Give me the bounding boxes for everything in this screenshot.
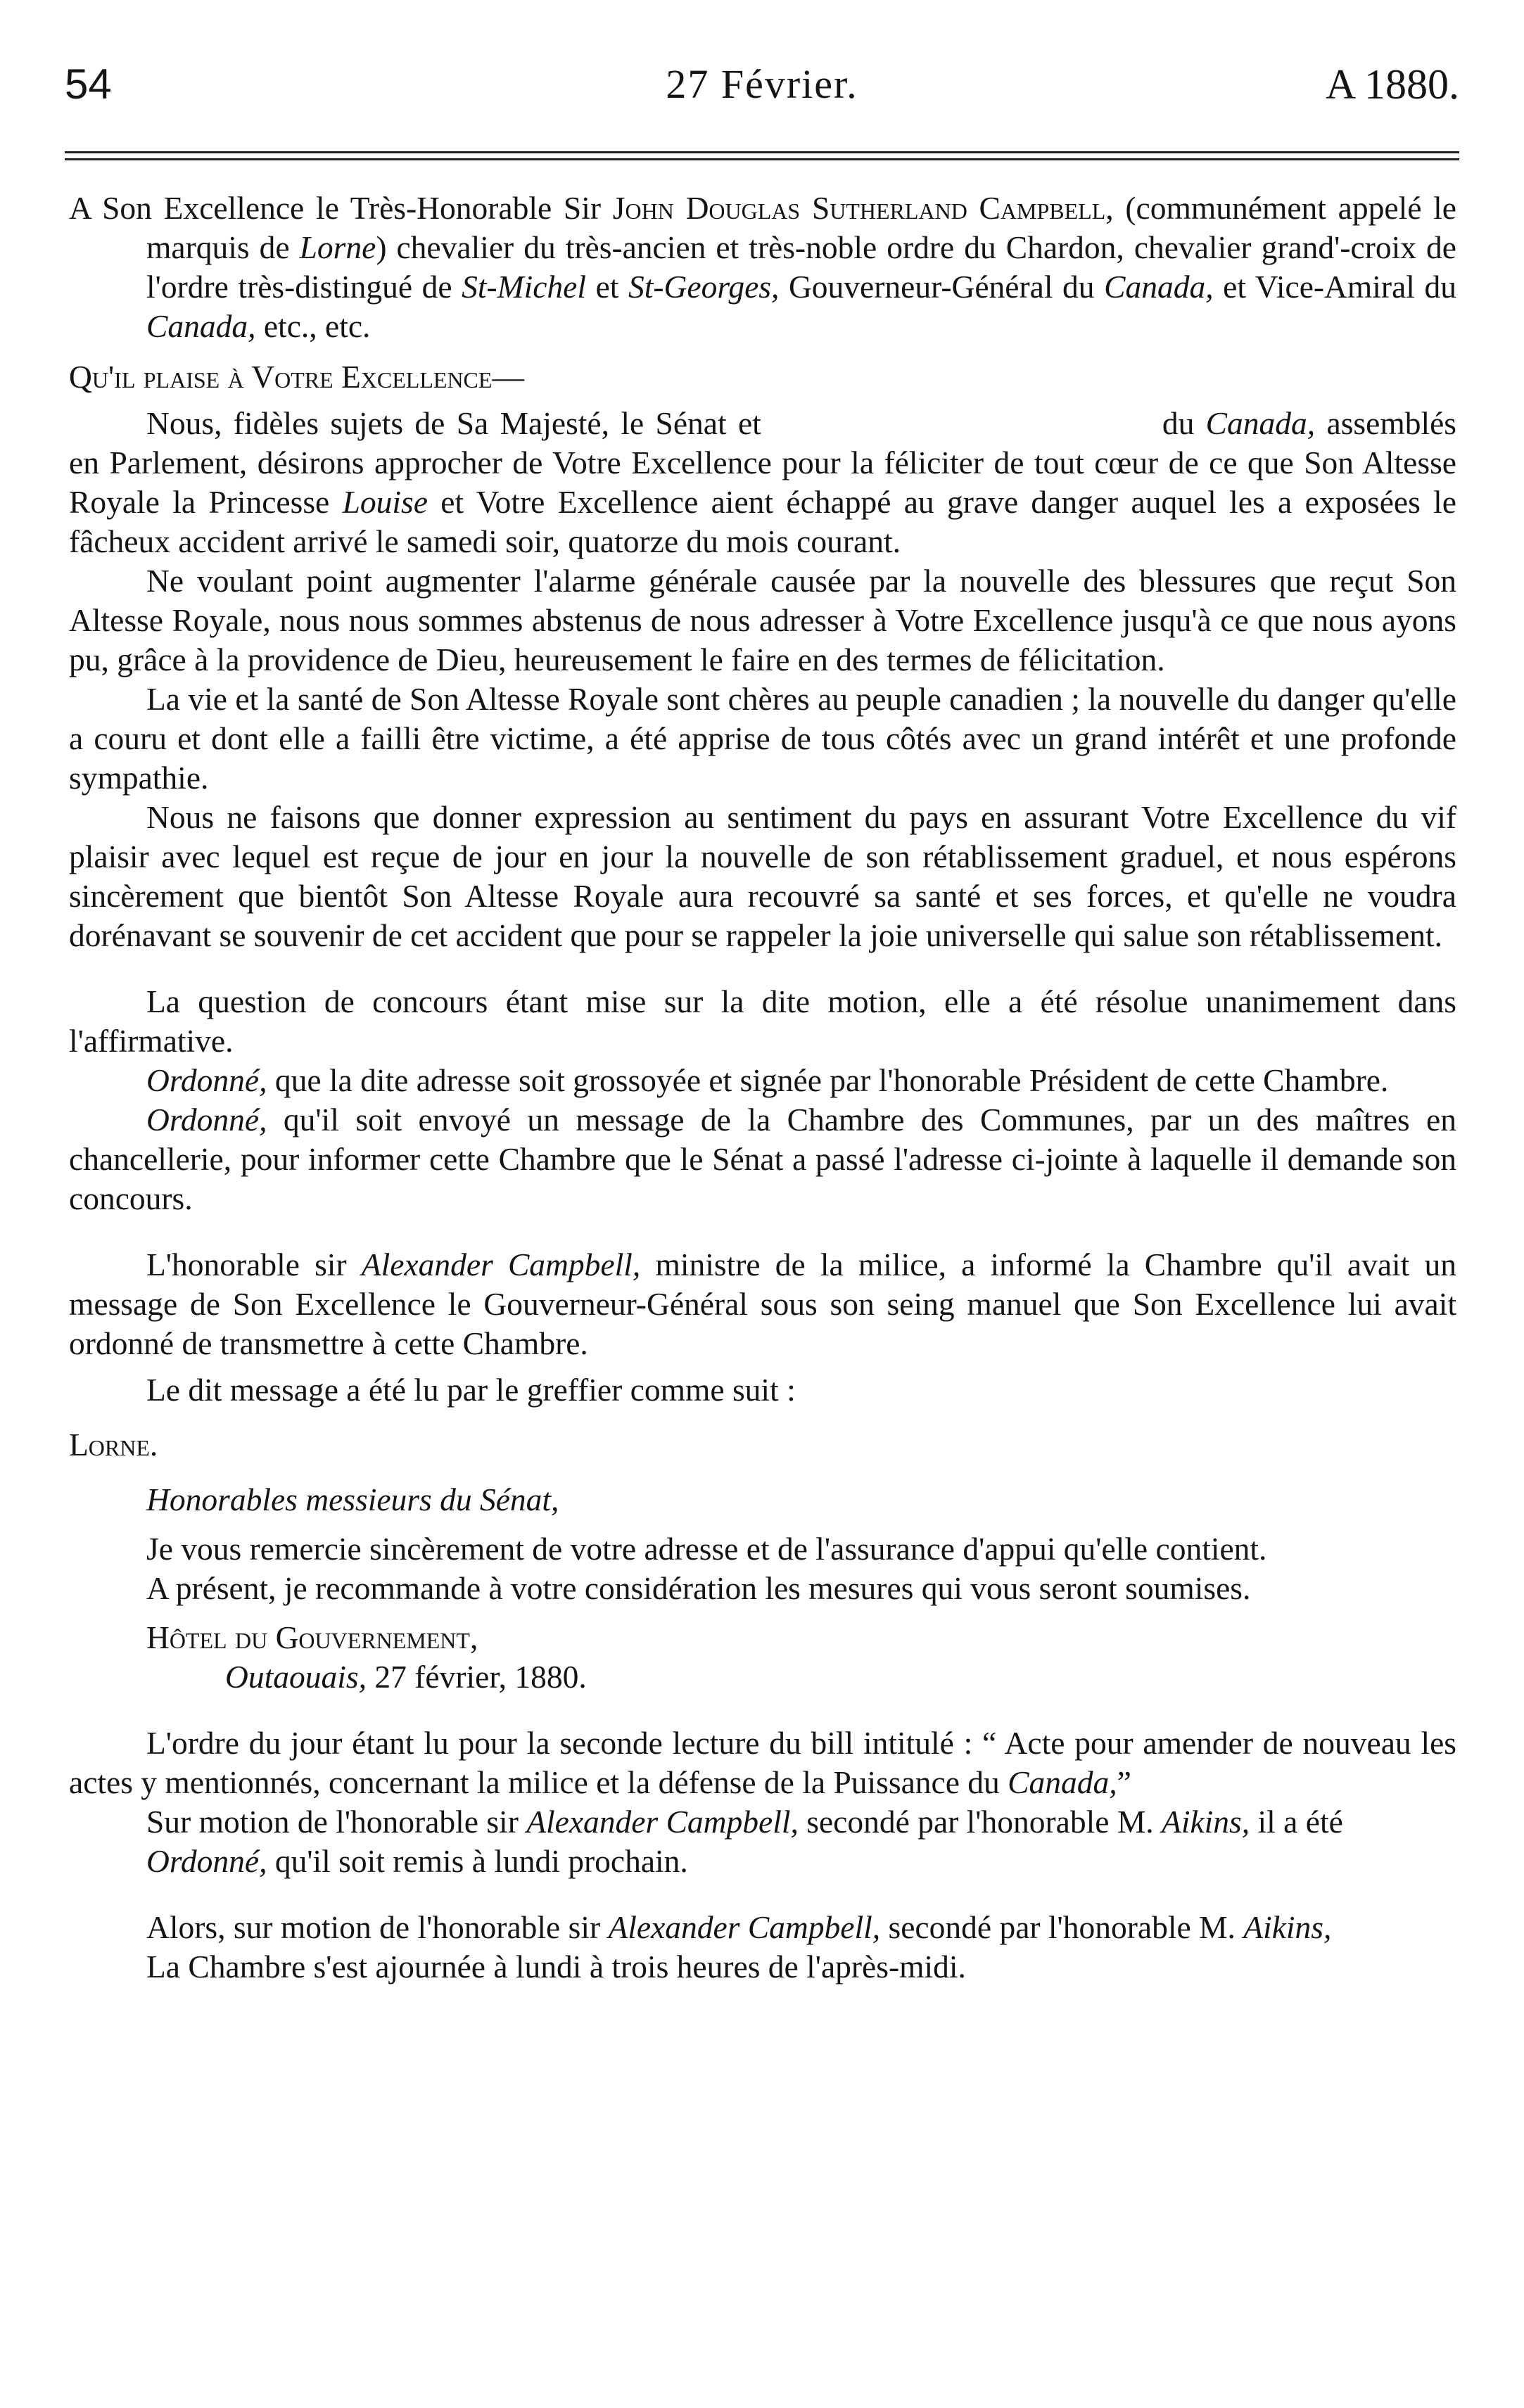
signature-lorne: Lorne. [69,1427,158,1463]
header-year: A 1880. [1325,61,1459,108]
adjournment-paragraph: La Chambre s'est ajournée à lundi à trois heures de l'après-midi. [146,1949,966,1985]
motion-paragraph: Sur motion de l'honorable sir Alexander Campbell, secondé par l'honorable M. Aikins, il a été [146,1804,1343,1840]
salutation: Qu'il plaise à Votre Excellence— [69,359,524,395]
header-rule-top [65,151,1459,153]
address-paragraph-2: Ne voulant point augmenter l'alarme générale causée par la nouvelle des blessures que reçut Son Altesse Royale, nous nous sommes abstenus de nous adresser à Votre Excellence jusqu'à ce que nous ayons pu, grâce à la providence de Dieu, heureusement le faire en des termes de félicitation. [69,563,1456,677]
header-rule-bottom [65,158,1459,160]
campbell-message-paragraph: L'honorable sir Alexander Campbell, ministre de la milice, a informé la Chambre qu'il avait un message de Son Excellence le Gouverneur-Général sous son seing manuel que Son Excellence lui avait ordonné de transmettre à cette Chambre. [69,1247,1456,1361]
place-and-date: Outaouais, 27 février, 1880. [225,1659,587,1695]
order-of-day-paragraph: L'ordre du jour étant lu pour la seconde lecture du bill intitulé : “ Acte pour amender de nouveau les actes y mentionnés, concernant la milice et la défense de la Puissance du Canada,” [69,1725,1456,1800]
page-body [69,189,1456,1987]
address-paragraph-4: Nous ne faisons que donner expression au sentiment du pays en assurant Votre Excellence du vif plaisir avec lequel est reçue de jour en jour la nouvelle de son rétablissement graduel, et nous espérons sincèrement que bientôt Son Altesse Royale aura recouvré sa santé et ses forces, et qu'elle ne voudra dorénavant se souvenir de cet accident que pour se rappeler la joie universelle qui salue son rétablissement. [69,799,1456,953]
address-paragraph-1: Nous, fidèles sujets de Sa Majesté, le Sénat et du Canada, assemblés en Parlement, désirons approcher de Votre Excellence pour la féliciter de tout cœur de ce que Son Altesse Royale la Princesse Louise et Votre Excellence aient échappé au grave danger auquel les a exposées le fâcheux accident arrivé le samedi soir, quatorze du mois courant. [69,405,1456,559]
order-message: Ordonné, qu'il soit envoyé un message de la Chambre des Communes, par un des maîtres en chancellerie, pour informer cette Chambre que le Sénat a passé l'adresse ci-jointe à laquelle il demande son concours. [69,1102,1456,1216]
message-greeting: Honorables messieurs du Sénat, [146,1482,559,1517]
address-paragraph-3: La vie et la santé de Son Altesse Royale sont chères au peuple canadien ; la nouvelle du danger qu'elle a couru et dont elle a failli être victime, a été apprise de tous côtés avec un grand intérêt et une profonde sympathie. [69,681,1456,796]
page-number: 54 [65,60,112,108]
header-date: 27 Février. [666,61,858,107]
order-engrossed: Ordonné, que la dite adresse soit grossoyée et signée par l'honorable Président de cette Chambre. [146,1062,1389,1098]
message-paragraph-2: A présent, je recommande à votre considération les mesures qui vous seront soumises. [146,1570,1251,1606]
order-postponed: Ordonné, qu'il soit remis à lundi prochain. [146,1843,688,1879]
government-house: Hôtel du Gouvernement, [146,1619,478,1655]
message-read-paragraph: Le dit message a été lu par le greffier comme suit : [146,1372,796,1408]
adjourn-motion-paragraph: Alors, sur motion de l'honorable sir Alexander Campbell, secondé par l'honorable M. Aikins, [146,1909,1332,1945]
address-heading: A Son Excellence le Très-Honorable Sir John Douglas Sutherland Campbell, (communément appelé le marquis de Lorne) chevalier du très-ancien et très-noble ordre du Chardon, chevalier grand'-croix de l'ordre très-distingué de St-Michel et St-Georges, Gouverneur-Général du Canada, et Vice-Amiral du Canada, etc., etc. [69,190,1456,344]
page-header [65,60,1459,121]
message-paragraph-1: Je vous remercie sincèrement de votre adresse et de l'assurance d'appui qu'elle contient. [146,1531,1267,1567]
concurrence-paragraph: La question de concours étant mise sur la dite motion, elle a été résolue unanimement dans l'affirmative. [69,983,1456,1059]
